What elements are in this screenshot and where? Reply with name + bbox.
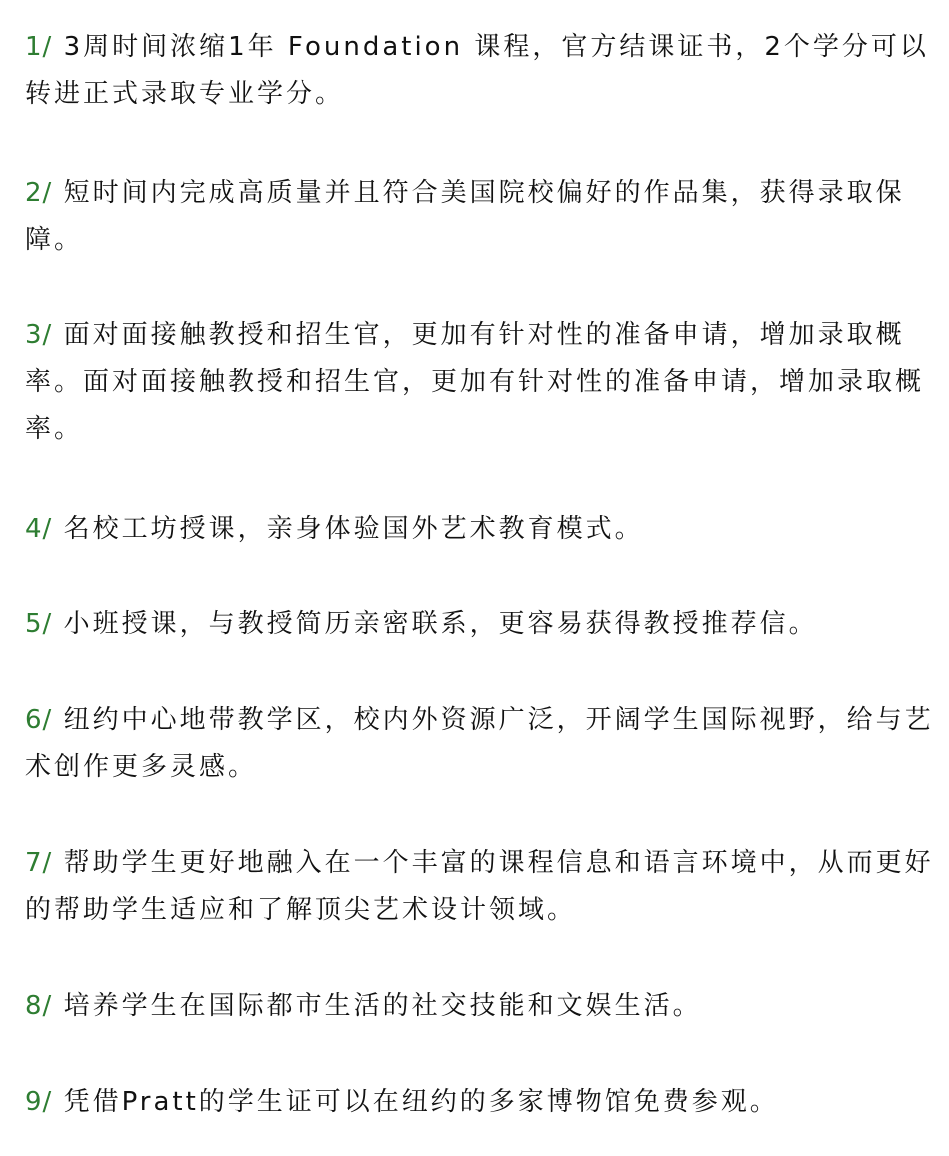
item-text: 3周时间浓缩1年 Foundation 课程，官方结课证书，2个学分可以转进正式录取专业学分。: [25, 32, 929, 109]
item-number: 7/: [25, 848, 53, 878]
item-text: 帮助学生更好地融入在一个丰富的课程信息和语言环境中，从而更好的帮助学生适应和了解顶尖艺术设计领域。: [25, 848, 934, 925]
list-item: [25, 312, 937, 453]
list-item: [25, 601, 937, 648]
item-number: 4/: [25, 514, 53, 544]
item-text: 面对面接触教授和招生官，更加有针对性的准备申请，增加录取概率。面对面接触教授和招生官，更加有针对性的准备申请，增加录取概率。: [25, 320, 925, 444]
item-text: 纽约中心地带教学区，校内外资源广泛，开阔学生国际视野，给与艺术创作更多灵感。: [25, 705, 934, 782]
item-text: 凭借Pratt的学生证可以在纽约的多家博物馆免费参观。: [63, 1087, 779, 1117]
item-number: 6/: [25, 705, 53, 735]
item-number: 1/: [25, 32, 53, 62]
item-number: 2/: [25, 178, 53, 208]
list-item: [25, 24, 937, 118]
item-text: 培养学生在国际都市生活的社交技能和文娱生活。: [63, 991, 702, 1021]
item-number: 9/: [25, 1087, 53, 1117]
item-text: 小班授课，与教授简历亲密联系，更容易获得教授推荐信。: [63, 609, 818, 639]
list-item: [25, 840, 937, 934]
item-text: 短时间内完成高质量并且符合美国院校偏好的作品集，获得录取保障。: [25, 178, 905, 255]
item-number: 3/: [25, 320, 53, 350]
list-item: [25, 506, 937, 553]
item-number: 8/: [25, 991, 53, 1021]
item-number: 5/: [25, 609, 53, 639]
item-text: 名校工坊授课，亲身体验国外艺术教育模式。: [63, 514, 644, 544]
list-item: [25, 170, 937, 264]
list-item: [25, 697, 937, 791]
list-item: [25, 1079, 937, 1126]
list-item: [25, 983, 937, 1030]
